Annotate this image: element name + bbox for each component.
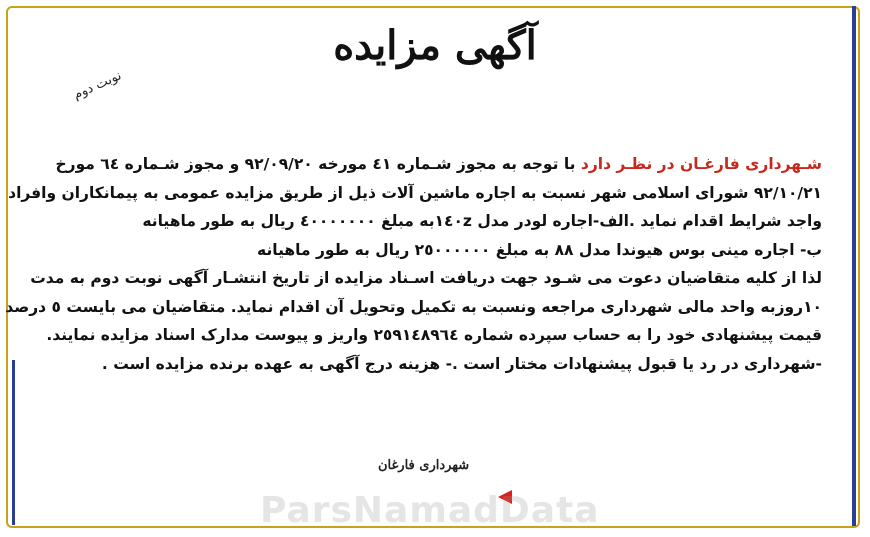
body-line-1-rest: با توجه به مجوز شـماره ٤١ مورخه ٩٢/٠٩/٢٠ و مجوز شـماره ٦٤ مورخ [55, 155, 581, 173]
body-line-5: لذا از کلیه متقاضیان دعوت می شـود جهت دریافت اسـناد مزایده از تاریخ انتشـار آگهی نوبت دوم به مدت [30, 269, 822, 287]
notice-body [5, 150, 822, 378]
left-side-bar [12, 360, 15, 525]
body-line-8: -شهرداری در رد یا قبول پیشنهادات مختار است .- هزینه درج آگهی به عهده برنده مزایده است . [101, 354, 822, 373]
body-line-2: ٩٢/١٠/٢١ شورای اسلامی شهر نسبت به اجاره ماشین آلات ذیل از طریق مزایده عمومی به پیمانکاران وافراد [8, 183, 822, 202]
signature: شهرداری فارغان [378, 458, 470, 473]
body-line-1 [22, 150, 822, 179]
body-highlight: شـهرداری فارغـان در نظـر دارد [580, 155, 822, 173]
watermark-text: ParsNamadData [260, 490, 600, 531]
round-label: نوبت دوم [71, 68, 124, 103]
body-line-7: قیمت پیشنهادی خود را به حساب سپرده شماره ٢٥٩١٤٨٩٦٤ واریز و پیوست مدارک اسناد مزایده نمایند. [46, 326, 822, 344]
body-line-6: ١٠روزبه واحد مالی شهرداری مراجعه ونسبت به تکمیل وتحویل آن اقدام نماید. متقاضیان می بایست ٥ درصد [5, 297, 822, 316]
right-side-bar [852, 6, 856, 526]
body-line-4: ب- اجاره مینی بوس هیوندا مدل ٨٨ به مبلغ ٢٥٠٠٠٠٠٠ ریال به طور ماهیانه [257, 240, 822, 259]
body-line-3: واجد شرایط اقدام نماید .الف-اجاره لودر مدل ١٤٠zبه مبلغ ٤٠٠٠٠٠٠٠ ریال به طور ماهیانه [142, 212, 822, 230]
notice-title: آگهی مزایده [333, 22, 537, 69]
